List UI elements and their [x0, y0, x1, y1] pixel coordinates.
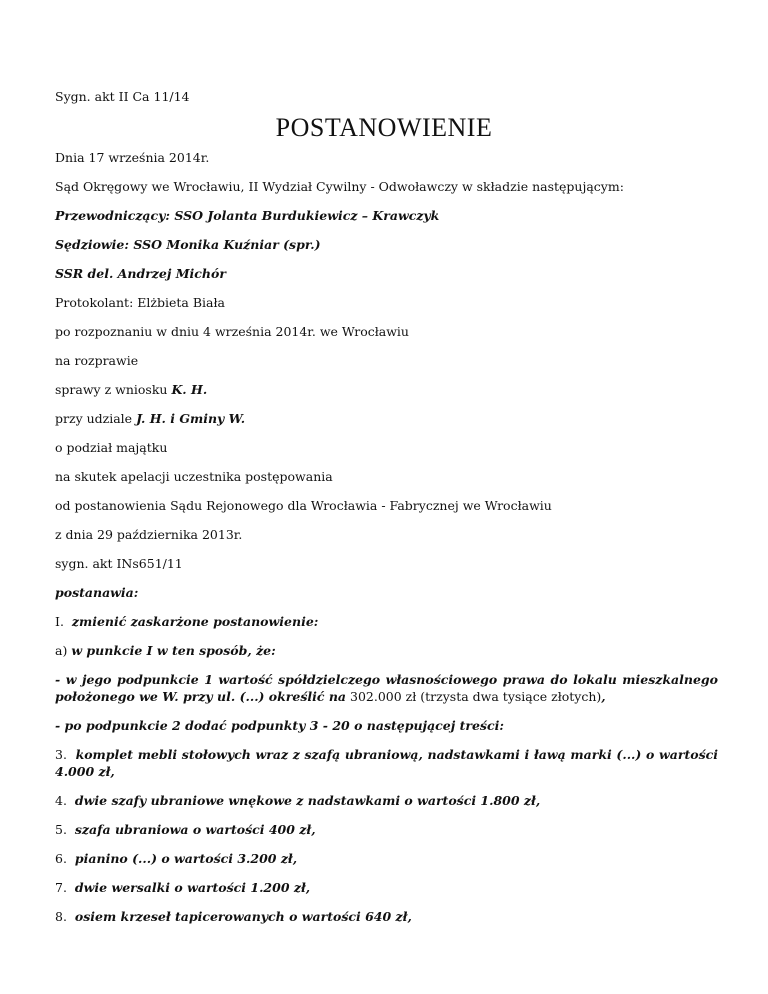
item-text: dwie wersalki o wartości 1.200 zł, — [74, 880, 311, 895]
item-text: pianino (...) o wartości 3.200 zł, — [74, 851, 298, 866]
item-text: komplet mebli stołowych wraz z szafą ubraniową, nadstawkami i ławą marki (...) o wartości 4.000 zł, — [55, 747, 718, 779]
decision-date-line: z dnia 29 października 2013r. — [55, 527, 243, 542]
court-line: Sąd Okręgowy we Wrocławiu, II Wydział Cywilny - Odwoławczy w składzie następującym: — [55, 179, 624, 194]
item-number: 5. — [55, 822, 67, 837]
item-number: 6. — [55, 851, 67, 866]
point-I — [55, 613, 718, 630]
judge-second: SSR del. Andrzej Michór — [55, 266, 226, 281]
list-item — [55, 821, 718, 838]
decides-heading: postanawia: — [55, 585, 139, 600]
list-item — [55, 746, 718, 780]
item-text: dwie szafy ubraniowe wnękowe z nadstawkami o wartości 1.800 zł, — [74, 793, 541, 808]
subpoint-2: - po podpunkcie 2 dodać podpunkty 3 - 20 o następującej treści: — [55, 718, 504, 733]
on-trial-line: na rozprawie — [55, 353, 139, 368]
point-a — [55, 642, 718, 659]
subpoint-1-bold: - w jego podpunkcie 1 wartość spółdzielczego własnościowego prawa do lokalu mieszkalnego położonego we W. przy ul. (...) określić na — [55, 672, 718, 704]
subpoint-1-value: 302.000 zł (trzysta dwa tysiące złotych) — [346, 689, 602, 704]
lower-court-ref: sygn. akt INs651/11 — [55, 556, 183, 571]
motion-party: K. H. — [171, 382, 208, 397]
point-I-text: zmienić zaskarżone postanowienie: — [71, 614, 319, 629]
appeal-line: na skutek apelacji uczestnika postępowania — [55, 469, 333, 484]
motion-prefix: sprawy z wniosku — [55, 382, 172, 397]
list-item — [55, 850, 718, 867]
subpoint-1 — [55, 671, 718, 705]
from-decision-line: od postanowienia Sądu Rejonowego dla Wrocławia - Fabrycznej we Wrocławiu — [55, 498, 552, 513]
subpoint-1-end: , — [601, 689, 606, 704]
participants: J. H. i Gminy W. — [136, 411, 246, 426]
item-text: osiem krzeseł tapicerowanych o wartości 640 zł, — [74, 909, 412, 924]
judges: Sędziowie: SSO Monika Kuźniar (spr.) — [55, 237, 321, 252]
date-line: Dnia 17 września 2014r. — [55, 150, 210, 165]
hearing-line: po rozpoznaniu w dniu 4 września 2014r. we Wrocławiu — [55, 324, 409, 339]
motion-line — [55, 381, 718, 398]
item-number: 3. — [55, 747, 67, 762]
participants-prefix: przy udziale — [55, 411, 137, 426]
item-number: 8. — [55, 909, 67, 924]
point-I-number: I. — [55, 614, 64, 629]
list-item — [55, 908, 718, 925]
subject-line: o podział majątku — [55, 440, 168, 455]
presiding-judge: Przewodniczący: SSO Jolanta Burdukiewicz – Krawczyk — [55, 208, 440, 223]
item-text: szafa ubraniowa o wartości 400 zł, — [74, 822, 316, 837]
list-item — [55, 879, 718, 896]
document-title: POSTANOWIENIE — [275, 113, 493, 142]
case-reference: Sygn. akt II Ca 11/14 — [55, 89, 190, 104]
participants-line — [55, 410, 718, 427]
point-a-prefix: a) — [55, 643, 72, 658]
point-a-text: w punkcie I w ten sposób, że: — [71, 643, 276, 658]
item-number: 7. — [55, 880, 67, 895]
item-number: 4. — [55, 793, 67, 808]
list-item — [55, 792, 718, 809]
clerk: Protokolant: Elżbieta Biała — [55, 295, 225, 310]
